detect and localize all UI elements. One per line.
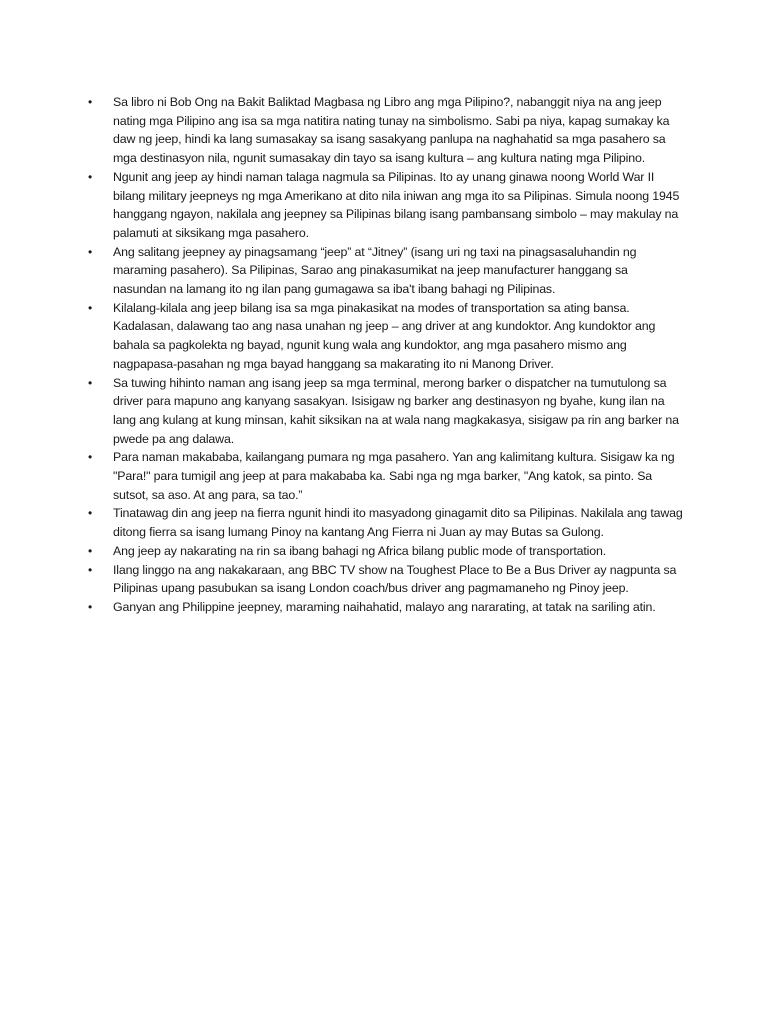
list-item xyxy=(88,542,684,561)
bullet-icon: • xyxy=(88,599,93,614)
list-item-text: Ganyan ang Philippine jeepney, maraming naihahatid, malayo ang nararating, at tatak na sariling atin. xyxy=(113,599,656,614)
list-item xyxy=(88,93,684,168)
bullet-icon: • xyxy=(88,169,93,184)
list-item-text: Ilang linggo na ang nakakaraan, ang BBC TV show na Toughest Place to Be a Bus Driver ay nagpunta sa Pilipinas upang pasubukan sa isang London coach/bus driver ang pagmamaneho ng Pinoy jeep. xyxy=(113,562,677,596)
bullet-icon: • xyxy=(88,375,93,390)
list-item xyxy=(88,448,684,504)
list-item-text: Para naman makababa, kailangang pumara ng mga pasahero. Yan ang kalimitang kultura. Sisigaw ka ng "Para!" para tumigil ang jeep at para makababa ka. Sabi nga ng mga barker, "Ang katok, sa pinto. Sa sutsot, sa aso. At ang para, sa tao.” xyxy=(113,450,675,502)
bullet-icon: • xyxy=(88,562,93,577)
bullet-icon: • xyxy=(88,543,93,558)
list-item xyxy=(88,374,684,449)
list-item-text: Sa libro ni Bob Ong na Bakit Baliktad Magbasa ng Libro ang mga Pilipino?, nabanggit niya na ang jeep nating mga Pilipino ang isa sa mga natitira nating tunay na simbolismo. Sabi pa niya, kapag sumakay ka daw ng jeep, hindi ka lang sumasakay sa isang sasakyang panlupa na naghahatid sa mga pasahero sa mga destinasyon nila, ngunit sumasakay din tayo sa isang kultura – ang kultura nating mga Pilipino. xyxy=(113,95,670,166)
list-item xyxy=(88,299,684,374)
list-item-text: Kilalang-kilala ang jeep bilang isa sa mga pinakasikat na modes of transportation sa ating bansa. Kadalasan, dalawang tao ang nasa unahan ng jeep – ang driver at ang kundoktor. Ang kundoktor ang bahala sa pagkolekta ng bayad, ngunit kung wala ang kundoktor, ang mga pasahero mismo ang nagpapasa-pasahan ng mga bayad hanggang sa makarating ito ni Manong Driver. xyxy=(113,300,656,371)
list-item xyxy=(88,243,684,299)
list-item xyxy=(88,561,684,598)
list-item xyxy=(88,168,684,243)
list-item xyxy=(88,504,684,541)
list-item-text: Ngunit ang jeep ay hindi naman talaga nagmula sa Pilipinas. Ito ay unang ginawa noong World War II bilang military jeepneys ng mga Amerikano at dito nila iniwan ang mga ito sa Pilipinas. Simula noong 1945 hanggang ngayon, nakilala ang jeepney sa Pilipinas bilang isang pambansang simbolo – may makulay na palamuti at siksikang mga pasahero. xyxy=(113,169,680,240)
list-item-text: Tinatawag din ang jeep na fierra ngunit hindi ito masyadong ginagamit dito sa Pilipinas. Nakilala ang tawag ditong fierra sa isang lumang Pinoy na kantang Ang Fierra ni Juan ay may Butas sa Gulong. xyxy=(113,506,683,540)
list-item-text: Ang jeep ay nakarating na rin sa ibang bahagi ng Africa bilang public mode of transportation. xyxy=(113,543,607,558)
list-item xyxy=(88,598,684,617)
list-item-text: Ang salitang jeepney ay pinagsamang “jeep” at “Jitney” (isang uri ng taxi na pinagsasaluhandin ng maraming pasahero). Sa Pilipinas, Sarao ang pinakasumikat na jeep manufacturer hanggang sa nasundan na lamang ito ng ilan pang gumagawa sa iba't ibang bahagi ng Pilipinas. xyxy=(113,244,637,297)
list-item-text: Sa tuwing hihinto naman ang isang jeep sa mga terminal, merong barker o dispatcher na tumutulong sa driver para mapuno ang kanyang sasakyan. Isisigaw ng barker ang destinasyon ng byahe, kung ilan na lang ang kulang at kung minsan, kahit siksikan na at wala nang magkakasya, sisigaw pa rin ang barker na pwede pa ang dalawa. xyxy=(113,375,679,446)
bullet-icon: • xyxy=(88,450,93,465)
bullet-icon: • xyxy=(88,244,93,259)
bullet-icon: • xyxy=(88,300,93,315)
bullet-icon: • xyxy=(88,506,93,521)
bullet-list xyxy=(88,93,684,617)
bullet-icon: • xyxy=(88,95,93,109)
